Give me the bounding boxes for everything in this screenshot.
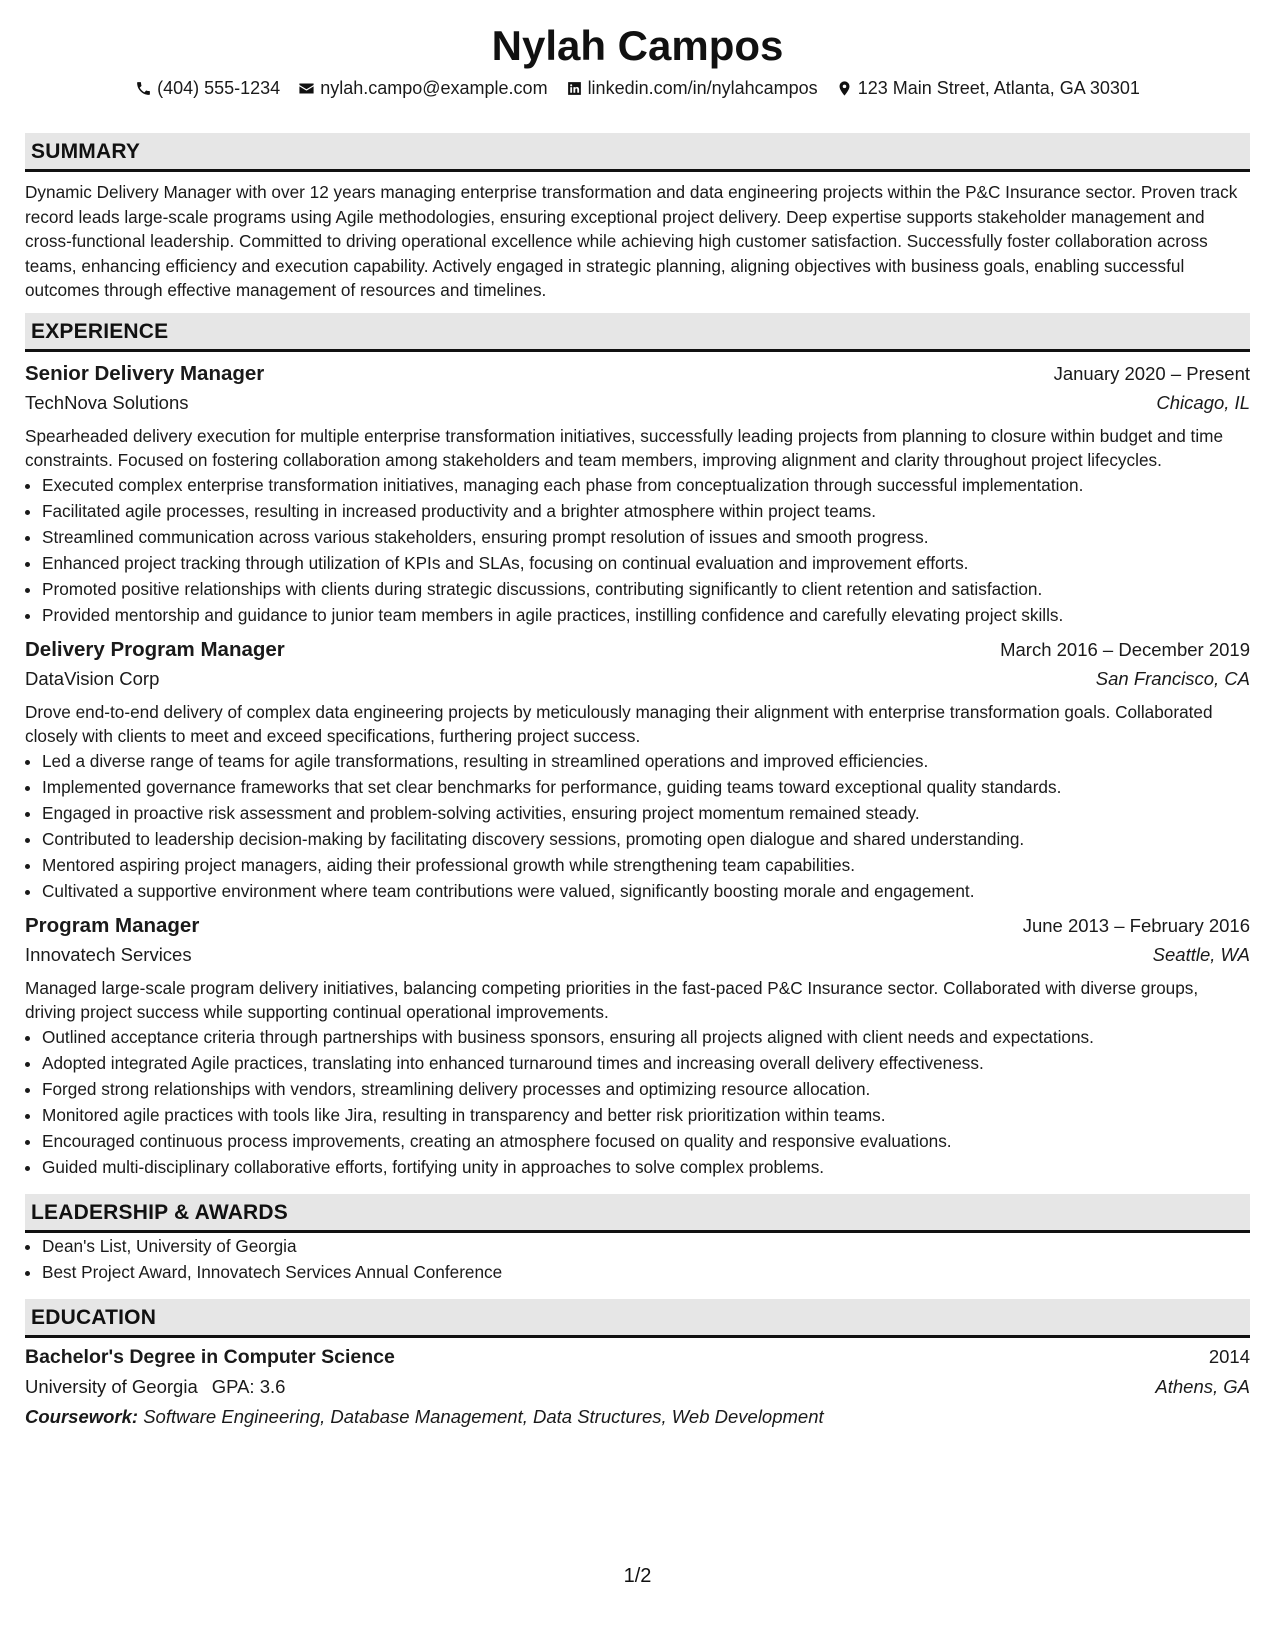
- map-marker-icon: [836, 80, 853, 97]
- contact-email[interactable]: [298, 74, 547, 102]
- education-entry: [25, 1342, 1250, 1432]
- section-header-summary: SUMMARY: [25, 133, 1250, 172]
- gpa: GPA: 3.6: [211, 1375, 286, 1397]
- list-item: • Best Project Award, Innovatech Services Annual Conference: [42, 1259, 1250, 1285]
- job-entry: [25, 358, 1250, 628]
- job-dates: January 2020 – Present: [1053, 362, 1250, 384]
- job-title: Senior Delivery Manager: [25, 361, 265, 385]
- list-item: • Executed complex enterprise transformation initiatives, managing each phase from conceptualization through successful implementation.: [42, 472, 1250, 498]
- job-description: Drove end-to-end delivery of complex data engineering projects by meticulously managing their alignment with enterprise transformation goals. Collaborated closely with clients to meet and exceed specifications, furthering project success.: [25, 701, 1213, 746]
- job-bullets: [25, 748, 1250, 904]
- job-dates: March 2016 – December 2019: [1000, 638, 1250, 660]
- list-item: • Provided mentorship and guidance to junior team members in agile practices, instilling confidence and carefully elevating project skills.: [42, 602, 1250, 628]
- list-item: • Outlined acceptance criteria through partnerships with business sponsors, ensuring all projects aligned with client needs and expectations.: [42, 1024, 1250, 1050]
- coursework-label: Coursework:: [25, 1405, 139, 1427]
- list-item: • Guided multi-disciplinary collaborative efforts, fortifying unity in approaches to solve complex problems.: [42, 1154, 1250, 1180]
- contact-bar: [25, 74, 1250, 102]
- school-line: [25, 1373, 285, 1401]
- linkedin-icon: [566, 80, 583, 97]
- job-title: Delivery Program Manager: [25, 637, 285, 661]
- list-item: • Adopted integrated Agile practices, translating into enhanced turnaround times and increasing overall delivery effectiveness.: [42, 1050, 1250, 1076]
- contact-linkedin[interactable]: [566, 74, 818, 102]
- section-header-leadership: LEADERSHIP & AWARDS: [25, 1194, 1250, 1233]
- page-number: 1/2: [623, 1565, 652, 1587]
- leadership-list: [25, 1233, 1250, 1285]
- envelope-icon: [298, 80, 315, 97]
- school-name: University of Georgia: [25, 1375, 198, 1397]
- phone-icon: [135, 80, 152, 97]
- email-text[interactable]: nylah.campo@example.com: [320, 78, 548, 98]
- list-item: • Dean's List, University of Georgia: [42, 1233, 1250, 1259]
- list-item: • Monitored agile practices with tools like Jira, resulting in transparency and better risk prioritization within teams.: [42, 1102, 1250, 1128]
- list-item: • Implemented governance frameworks that set clear benchmarks for performance, guiding teams toward exceptional quality standards.: [42, 774, 1250, 800]
- linkedin-text[interactable]: linkedin.com/in/nylahcampos: [587, 78, 818, 98]
- coursework: [25, 1402, 1250, 1432]
- contact-address: [836, 74, 1140, 102]
- job-title: Program Manager: [25, 913, 200, 937]
- section-header-education: EDUCATION: [25, 1299, 1250, 1338]
- degree-title: Bachelor's Degree in Computer Science: [25, 1345, 395, 1368]
- job-description: Spearheaded delivery execution for multiple enterprise transformation initiatives, successfully leading projects from planning to closure within budget and time constraints. Focused on fostering collaboration among stakeholders and team members, improving alignment and clarity throughout project lifecycles.: [25, 425, 1224, 470]
- candidate-name: Nylah Campos: [491, 22, 784, 69]
- coursework-list: Software Engineering, Database Management, Data Structures, Web Development: [143, 1405, 824, 1427]
- list-item: • Forged strong relationships with vendors, streamlining delivery processes and optimizing resource allocation.: [42, 1076, 1250, 1102]
- list-item: • Streamlined communication across various stakeholders, ensuring prompt resolution of issues and smooth progress.: [42, 524, 1250, 550]
- phone-text: (404) 555-1234: [157, 78, 281, 98]
- summary-text: Dynamic Delivery Manager with over 12 years managing enterprise transformation and data engineering projects within the P&C Insurance sector. Proven track record leads large-scale programs using Agile methodologies, ensuring exceptional project delivery. Deep expertise supports stakeholder management and cross-functional leadership. Committed to driving operational excellence while achieving high customer satisfaction. Successfully foster collaboration across teams, enhancing efficiency and execution capability. Actively engaged in strategic planning, aligning objectives with business goals, enabling successful outcomes through effective management of resources and timelines.: [25, 182, 1238, 301]
- job-entry: [25, 910, 1250, 1180]
- list-item: • Cultivated a supportive environment where team contributions were valued, significantly boosting morale and engagement.: [42, 878, 1250, 904]
- list-item: • Led a diverse range of teams for agile transformations, resulting in streamlined operations and improved efficiencies.: [42, 748, 1250, 774]
- job-location: Seattle, WA: [1152, 943, 1250, 965]
- list-item: • Encouraged continuous process improvements, creating an atmosphere focused on quality and responsive evaluations.: [42, 1128, 1250, 1154]
- company-name: Innovatech Services: [25, 943, 192, 965]
- job-location: San Francisco, CA: [1095, 667, 1250, 689]
- address-text: 123 Main Street, Atlanta, GA 30301: [857, 78, 1140, 98]
- list-item: • Contributed to leadership decision-making by facilitating discovery sessions, promoting open dialogue and shared understanding.: [42, 826, 1250, 852]
- contact-phone: [135, 74, 280, 102]
- list-item: • Engaged in proactive risk assessment and problem-solving activities, ensuring project momentum remained steady.: [42, 800, 1250, 826]
- list-item: • Promoted positive relationships with clients during strategic discussions, contributing significantly to client retention and satisfaction.: [42, 576, 1250, 602]
- job-bullets: [25, 472, 1250, 628]
- list-item: • Enhanced project tracking through utilization of KPIs and SLAs, focusing on continual evaluation and improvement efforts.: [42, 550, 1250, 576]
- school-location: Athens, GA: [1155, 1375, 1250, 1397]
- list-item: • Mentored aspiring project managers, aiding their professional growth while strengthening team capabilities.: [42, 852, 1250, 878]
- resume-page: [25, 18, 1250, 1432]
- section-header-experience: EXPERIENCE: [25, 313, 1250, 352]
- job-description: Managed large-scale program delivery initiatives, balancing competing priorities in the fast-paced P&C Insurance sector. Collaborated with diverse groups, driving project success while supporting continual operational improvements.: [25, 977, 1199, 1022]
- job-dates: June 2013 – February 2016: [1022, 914, 1250, 936]
- job-bullets: [25, 1024, 1250, 1180]
- list-item: • Facilitated agile processes, resulting in increased productivity and a brighter atmosphere within project teams.: [42, 498, 1250, 524]
- company-name: DataVision Corp: [25, 667, 160, 689]
- company-name: TechNova Solutions: [25, 391, 189, 413]
- job-location: Chicago, IL: [1156, 391, 1250, 413]
- job-entry: [25, 634, 1250, 904]
- graduation-year: 2014: [1208, 1345, 1250, 1367]
